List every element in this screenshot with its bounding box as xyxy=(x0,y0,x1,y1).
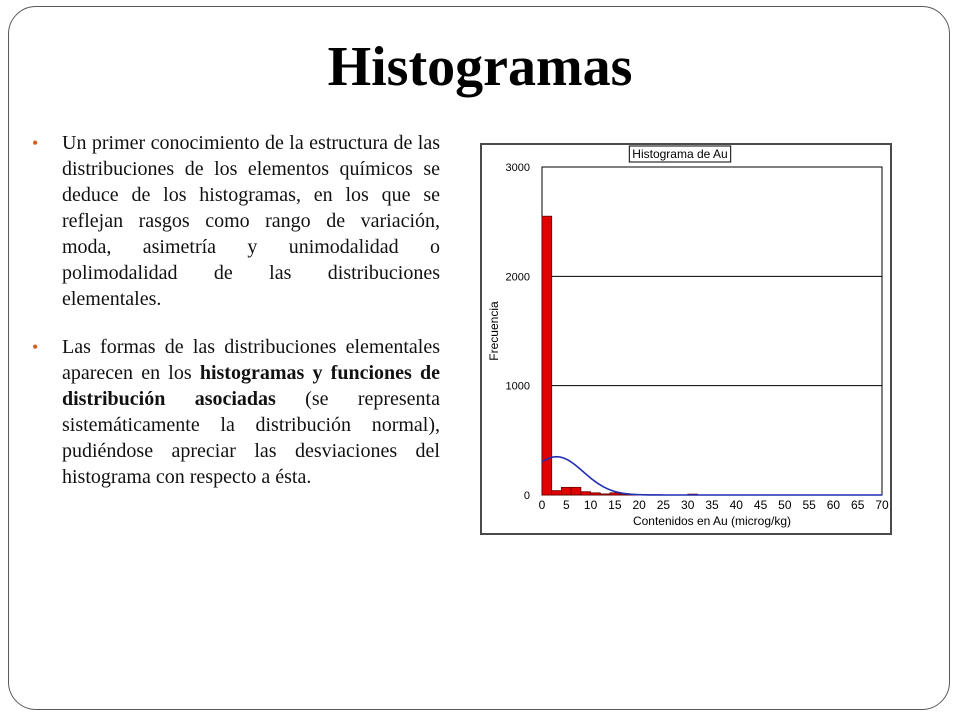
x-tick-label: 65 xyxy=(851,498,865,512)
x-tick-label: 70 xyxy=(875,498,889,512)
x-tick-label: 15 xyxy=(608,498,622,512)
slide-title: Histogramas xyxy=(327,36,633,98)
histogram-svg xyxy=(482,145,890,533)
histogram-bar xyxy=(561,487,571,495)
histogram-bar xyxy=(600,494,610,495)
x-tick-label: 10 xyxy=(583,498,598,512)
histogram-bar xyxy=(581,492,591,495)
bullet-2-text-a: Las formas de las distribuciones elementales aparecen en los xyxy=(62,336,440,384)
x-tick-label: 25 xyxy=(656,498,671,512)
x-tick-label: 45 xyxy=(753,498,768,512)
chart-title: Histograma de Au xyxy=(632,147,728,161)
y-axis-label: Frecuencia xyxy=(487,301,501,361)
bullet-dot-icon: • xyxy=(32,337,39,357)
x-tick-label: 30 xyxy=(681,498,695,512)
x-axis-label: Contenidos en Au (microg/kg) xyxy=(632,514,792,528)
x-tick-label: 50 xyxy=(778,498,792,512)
y-tick-label: 0 xyxy=(523,490,530,502)
x-tick-label: 20 xyxy=(632,498,646,512)
bullet-item-1 xyxy=(30,130,440,312)
y-tick-label: 2000 xyxy=(505,271,530,284)
histogram-bar xyxy=(552,491,562,495)
bullet-2-text-b: (se representa sistemáticamente la distribución normal), pudiéndose apreciar las desviaciones del histograma con respecto a ésta. xyxy=(62,388,440,488)
x-tick-label: 55 xyxy=(802,498,816,512)
bullet-list xyxy=(30,130,440,512)
histogram-bar xyxy=(542,216,552,495)
x-tick-label: 5 xyxy=(562,498,570,512)
y-tick-label: 3000 xyxy=(505,162,530,174)
bullet-1-text: Un primer conocimiento de la estructura de las distribuciones de los elementos químicos se deduce de los histogramas, en los que se reflejan rasgos como rango de variación, moda, asimetría y unimodalidad o polimodalidad de las distribuciones elementales. xyxy=(62,132,440,310)
histogram-bar xyxy=(591,493,601,495)
x-tick-label: 40 xyxy=(729,498,743,512)
x-tick-label: 35 xyxy=(705,498,719,512)
bullet-item-2 xyxy=(30,334,440,490)
histogram-chart xyxy=(480,143,892,535)
bullet-2-text-bold: histogramas y funciones de distribución asociadas xyxy=(62,362,440,410)
y-tick-label: 1000 xyxy=(505,380,530,393)
bullet-dot-icon: • xyxy=(32,133,39,153)
histogram-bar xyxy=(571,487,581,495)
x-tick-label: 60 xyxy=(826,498,841,512)
x-tick-label: 0 xyxy=(538,498,546,512)
title-layer xyxy=(629,146,730,162)
